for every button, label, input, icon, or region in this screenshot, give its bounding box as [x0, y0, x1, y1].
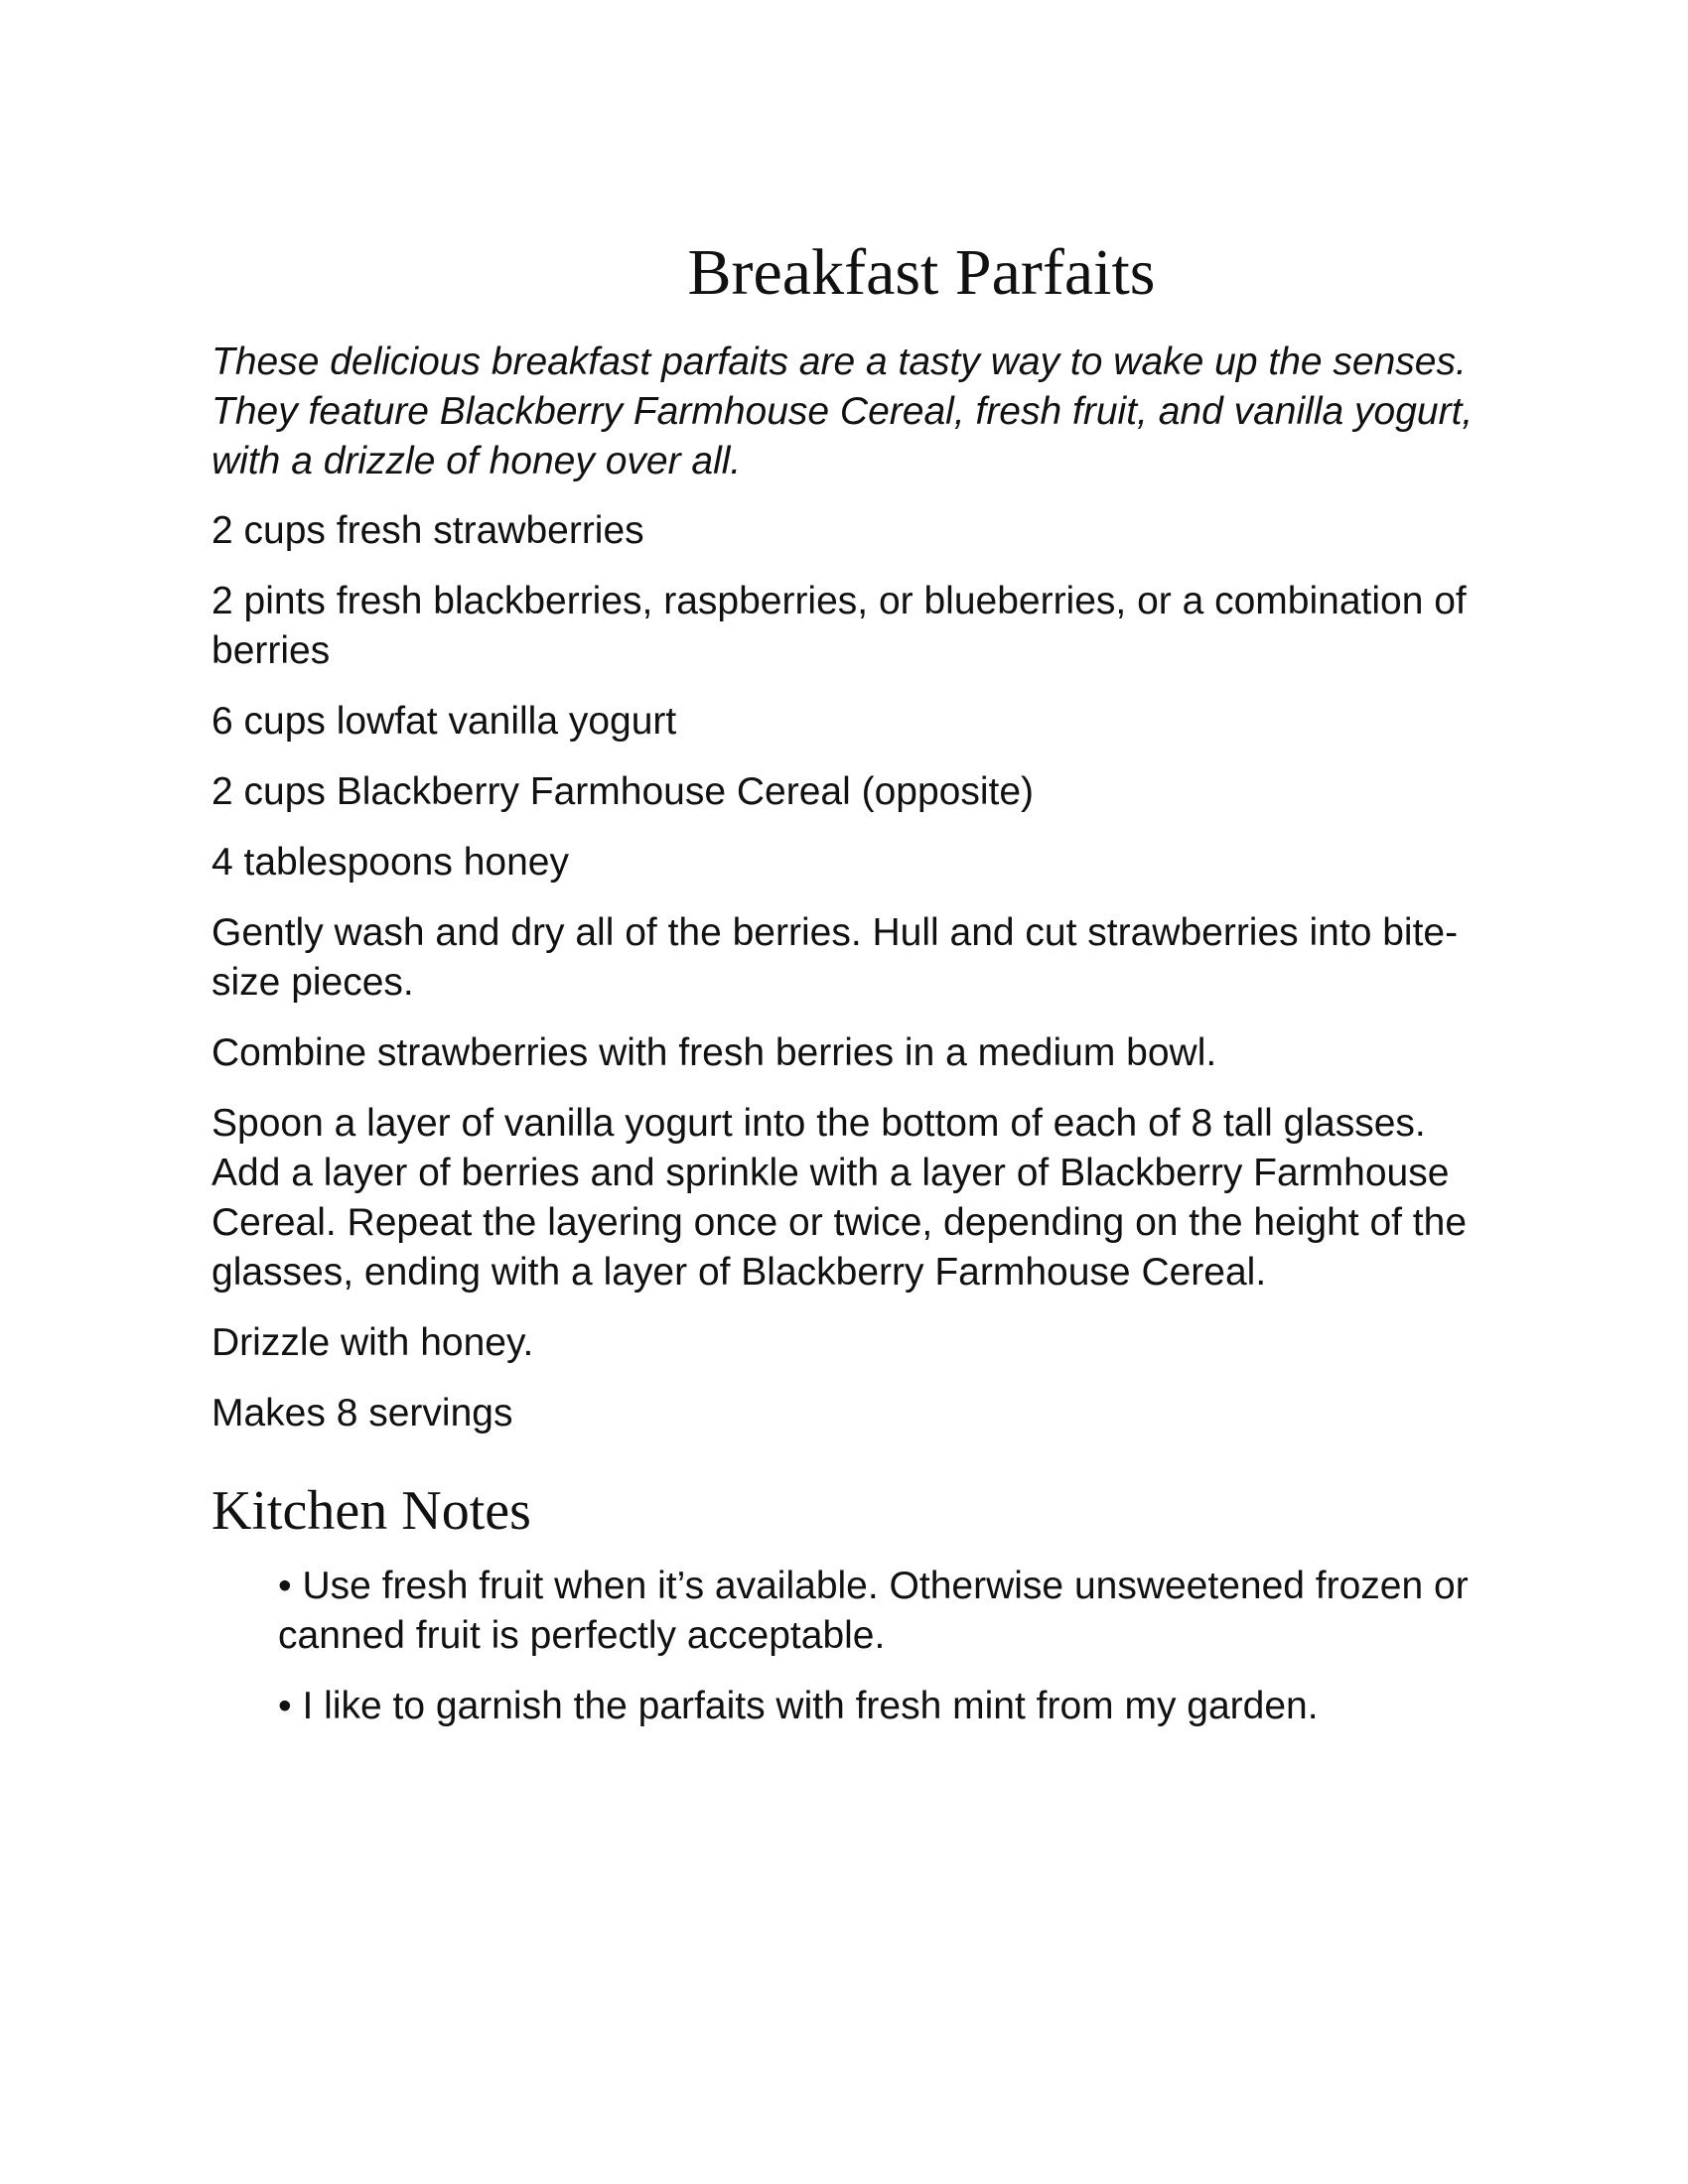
- kitchen-notes-heading: Kitchen Notes: [211, 1480, 531, 1542]
- kitchen-notes-list: [211, 1562, 1492, 1731]
- ingredient-item: 6 cups lowfat vanilla yogurt: [211, 700, 677, 743]
- recipe-title: Breakfast Parfaits: [687, 236, 1156, 309]
- ingredient-item: 4 tablespoons honey: [211, 841, 569, 884]
- instruction-step: Drizzle with honey.: [211, 1321, 534, 1364]
- recipe-page: [211, 228, 1492, 1752]
- instruction-step: Gently wash and dry all of the berries. Hull and cut strawberries into bite-size pieces.: [211, 911, 1459, 1004]
- recipe-intro: These delicious breakfast parfaits are a tasty way to wake up the senses. They feature Blackberry Farmhouse Cereal, fresh fruit, and vanilla yogurt, with a drizzle of honey over all.: [211, 341, 1474, 482]
- ingredient-item: 2 cups fresh strawberries: [211, 509, 644, 552]
- instruction-step: Combine strawberries with fresh berries in a medium bowl.: [211, 1031, 1217, 1074]
- ingredient-item: 2 cups Blackberry Farmhouse Cereal (opposite): [211, 770, 1035, 813]
- kitchen-note-item: • Use fresh fruit when it’s available. Otherwise unsweetened frozen or canned fruit is perfectly acceptable.: [278, 1565, 1469, 1657]
- servings-line: Makes 8 servings: [211, 1392, 513, 1434]
- instruction-step: Spoon a layer of vanilla yogurt into the bottom of each of 8 tall glasses. Add a layer of berries and sprinkle with a layer of Blackberry Farmhouse Cereal. Repeat the layering once or twice, depending on the height of the glasses, ending with a layer of Blackberry Farmhouse Cereal.: [211, 1102, 1468, 1294]
- ingredient-item: 2 pints fresh blackberries, raspberries, or blueberries, or a combination of berries: [211, 580, 1467, 672]
- kitchen-note-item: • I like to garnish the parfaits with fresh mint from my garden.: [278, 1685, 1319, 1727]
